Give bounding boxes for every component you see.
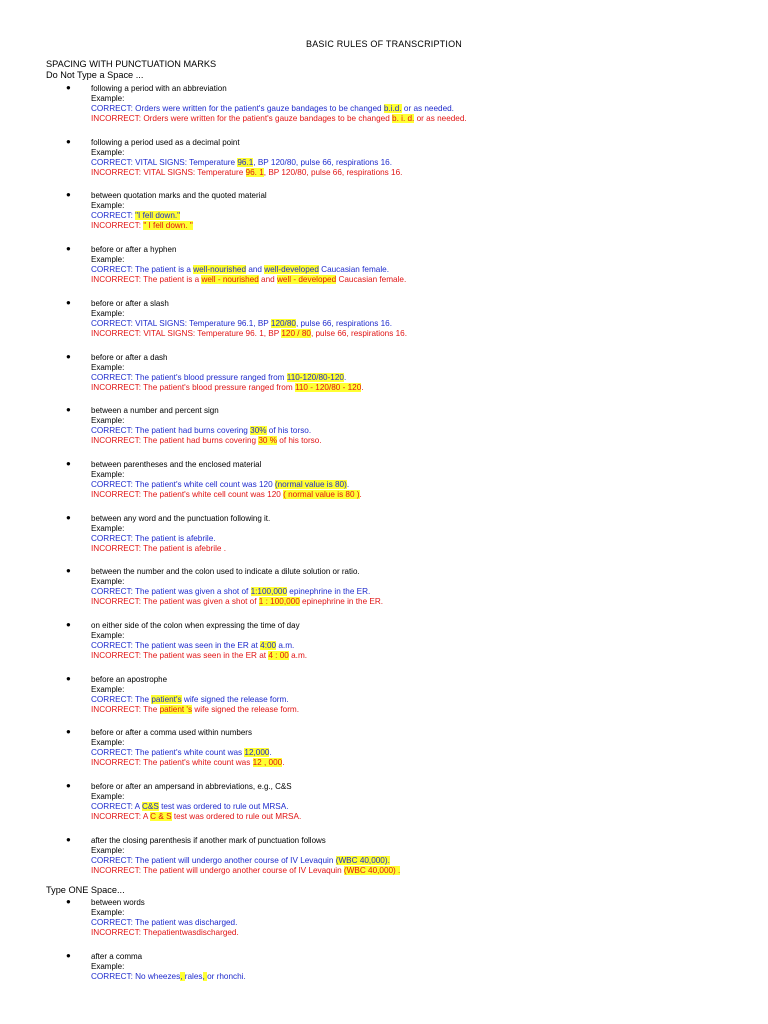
example-text-part: test was ordered to rule out MRSA. <box>171 812 302 822</box>
example-text <box>135 587 370 596</box>
rule-text: between the number and the colon used to indicate a dilute solution or ratio. <box>91 567 360 577</box>
bullet-icon: ● <box>66 297 71 307</box>
example-text <box>143 928 239 937</box>
correct-example <box>91 856 390 865</box>
correct-label: CORRECT: <box>91 694 135 704</box>
example-text-part: No wheezes <box>135 972 181 981</box>
correct-label: CORRECT: <box>91 748 135 758</box>
incorrect-label: INCORRECT: <box>91 704 144 714</box>
example-label: Example: <box>91 308 125 318</box>
incorrect-example <box>91 928 239 937</box>
correct-label: CORRECT: <box>91 157 136 167</box>
example-text-part: The patient's blood pressure ranged from <box>143 382 295 392</box>
example-text-part: The patient was seen in the ER at <box>134 641 261 650</box>
example-text-part: wife signed the release form. <box>181 694 289 704</box>
example-text-part: . <box>282 758 285 768</box>
example-label: Example: <box>91 631 125 640</box>
highlighted-text: well - nourished <box>201 275 259 285</box>
incorrect-example <box>91 490 362 499</box>
rule-text: between a number and percent sign <box>91 406 219 416</box>
correct-example <box>91 211 180 220</box>
example-text-part: . <box>361 382 364 392</box>
correct-example <box>91 480 349 489</box>
rule-text: after the closing parenthesis if another mark of punctuation follows <box>91 835 326 845</box>
example-text-part: of his torso. <box>277 436 322 446</box>
example-text <box>135 802 289 811</box>
highlighted-text: " I fell down. " <box>143 221 193 231</box>
example-text-part: and <box>258 275 277 285</box>
highlighted-text: , <box>202 972 208 981</box>
highlighted-text: 96.1 <box>237 157 254 167</box>
incorrect-label: INCORRECT: <box>91 328 144 338</box>
highlighted-text: 4 : 00 <box>268 651 289 660</box>
incorrect-example <box>91 329 407 338</box>
incorrect-label: INCORRECT: <box>91 114 144 123</box>
rule-text: between parentheses and the enclosed material <box>91 459 262 469</box>
correct-label: CORRECT: <box>91 641 135 650</box>
example-label: Example: <box>91 255 125 265</box>
example-text-part: A <box>142 812 151 822</box>
incorrect-example <box>91 651 307 660</box>
example-text <box>135 534 216 543</box>
rule-text: between words <box>91 898 145 907</box>
example-label: Example: <box>91 577 125 587</box>
correct-example <box>91 373 346 382</box>
incorrect-label: INCORRECT: <box>91 597 144 607</box>
highlighted-text: 120 / 80 <box>281 328 311 338</box>
example-text-part: The patient will undergo another course of IV Levaquin <box>143 865 344 875</box>
correct-label: CORRECT: <box>91 479 135 489</box>
correct-label: CORRECT: <box>91 533 135 543</box>
example-text-part: VITAL SIGNS: Temperature 96.1, BP <box>135 318 271 328</box>
correct-example <box>91 695 289 704</box>
example-text-part: or as needed. <box>414 114 467 123</box>
example-text-part: The patient is afebrile. <box>134 533 216 543</box>
highlighted-text: "I fell down." <box>135 211 181 221</box>
example-text-part: of his torso. <box>266 426 312 436</box>
highlighted-text: 12,000 <box>244 748 270 758</box>
example-text-part: The patient is afebrile . <box>143 543 227 553</box>
rule-text: before or after a slash <box>91 298 169 308</box>
highlighted-text: well-developed <box>264 265 319 275</box>
example-text-part: Caucasian female. <box>318 265 389 275</box>
example-text <box>143 866 400 875</box>
example-text-part: Thepatientwasdischarged. <box>143 928 239 937</box>
example-text <box>135 426 311 435</box>
example-text-part: Orders were written for the patient's gauze bandages to be changed <box>135 104 384 113</box>
example-text-part: VITAL SIGNS: Temperature <box>135 157 238 167</box>
example-text-part: , pulse 66, respirations 16. <box>295 318 392 328</box>
rule-text: following a period used as a decimal point <box>91 137 240 147</box>
correct-example <box>91 748 272 757</box>
bullet-icon: ● <box>66 83 71 92</box>
example-label: Example: <box>91 792 125 802</box>
example-text-part: test was ordered to rule out MRSA. <box>158 802 289 812</box>
example-text <box>135 373 346 382</box>
incorrect-example <box>91 544 226 553</box>
example-text-part: The patient is a <box>134 265 194 275</box>
example-text-part: The patient was given a shot of <box>143 597 259 607</box>
correct-label: CORRECT: <box>91 211 136 221</box>
bullet-icon: ● <box>66 244 71 254</box>
example-text-part: The patient's white count was <box>134 748 245 758</box>
correct-example <box>91 158 392 167</box>
highlighted-text: 1:100,000 <box>250 587 288 597</box>
example-text <box>143 383 363 392</box>
example-label: Example: <box>91 523 125 533</box>
example-text <box>143 490 362 499</box>
incorrect-label: INCORRECT: <box>91 167 144 177</box>
example-text <box>135 480 349 489</box>
example-text-part: The patient's white cell count was 120 <box>143 489 284 499</box>
example-label: Example: <box>91 845 125 855</box>
incorrect-label: INCORRECT: <box>91 865 144 875</box>
correct-example <box>91 265 389 274</box>
example-text-part: Caucasian female. <box>336 275 407 285</box>
bullet-icon: ● <box>66 566 71 576</box>
incorrect-label: INCORRECT: <box>91 275 144 285</box>
example-label: Example: <box>91 738 125 748</box>
example-text-part: , BP 120/80, pulse 66, respirations 16. <box>253 157 392 167</box>
correct-label: CORRECT: <box>91 972 136 981</box>
example-label: Example: <box>91 201 125 211</box>
example-text-part: or as needed. <box>401 104 454 113</box>
example-text-part: . <box>359 489 362 499</box>
correct-example <box>91 918 237 927</box>
example-text-part: epinephrine in the ER. <box>287 587 371 597</box>
rule-text: before an apostrophe <box>91 674 168 684</box>
correct-label: CORRECT: <box>91 104 136 113</box>
bullet-icon: ● <box>66 190 71 200</box>
incorrect-example <box>91 866 400 875</box>
example-text-part: The <box>134 694 152 704</box>
example-text-part: Orders were written for the patient's gauze bandages to be changed <box>143 114 393 123</box>
example-text <box>135 972 246 981</box>
incorrect-label: INCORRECT: <box>91 382 144 392</box>
highlighted-text: (normal value is 80) <box>274 479 347 489</box>
example-label: Example: <box>91 684 125 694</box>
correct-label: CORRECT: <box>91 372 135 382</box>
example-text-part: a.m. <box>276 641 295 650</box>
example-text <box>135 748 272 757</box>
incorrect-label: INCORRECT: <box>91 221 144 231</box>
example-text-part: and <box>246 265 265 275</box>
example-text-part: rales <box>184 972 203 981</box>
example-text-part: The patient was seen in the ER at <box>143 651 269 660</box>
example-text <box>143 114 466 123</box>
bullet-icon: ● <box>66 512 71 522</box>
highlighted-text: patient's <box>151 694 182 704</box>
bullet-icon: ● <box>66 405 71 415</box>
incorrect-example <box>91 812 301 821</box>
bullet-icon: ● <box>66 136 71 146</box>
example-text-part: . <box>343 372 347 382</box>
bullet-icon: ● <box>66 351 71 361</box>
example-text <box>143 329 407 338</box>
example-text-part: , BP 120/80, pulse 66, respirations 16. <box>263 167 403 177</box>
example-text-part: The patient had burns covering <box>143 436 259 446</box>
example-text-part: The patient's white count was <box>143 758 253 768</box>
example-label: Example: <box>91 362 125 372</box>
highlighted-text: (WBC 40,000). <box>335 855 390 865</box>
incorrect-label: INCORRECT: <box>91 758 144 768</box>
highlighted-text: well - developed <box>277 275 337 285</box>
example-text <box>143 758 284 767</box>
section-heading-spacing: SPACING WITH PUNCTUATION MARKS <box>46 59 217 69</box>
example-text-part: a.m. <box>288 651 308 660</box>
correct-example <box>91 319 392 328</box>
example-label: Example: <box>91 908 125 917</box>
highlighted-text: 30% <box>250 426 267 436</box>
incorrect-example <box>91 436 322 445</box>
highlighted-text: 12 , 000 <box>252 758 283 768</box>
correct-label: CORRECT: <box>91 587 135 597</box>
example-text <box>135 856 390 865</box>
rule-text: before or after a hyphen <box>91 245 177 255</box>
example-text-part: The patient's blood pressure ranged from <box>134 372 287 382</box>
section-heading-one-space: Type ONE Space... <box>46 885 125 895</box>
example-text <box>135 319 392 328</box>
highlighted-text: b. i. d. <box>392 114 415 123</box>
correct-example <box>91 587 370 596</box>
rule-text: before or after a dash <box>91 352 168 362</box>
bullet-icon: ● <box>66 951 71 960</box>
incorrect-label: INCORRECT: <box>91 489 144 499</box>
example-text <box>135 211 180 220</box>
example-text <box>135 695 289 704</box>
correct-label: CORRECT: <box>91 855 135 865</box>
incorrect-example <box>91 168 402 177</box>
example-text-part: The patient had burns covering <box>134 426 251 436</box>
correct-label: CORRECT: <box>91 918 135 927</box>
highlighted-text: well-nourished <box>193 265 247 275</box>
highlighted-text: b.i.d. <box>383 104 402 113</box>
example-label: Example: <box>91 469 125 479</box>
incorrect-label: INCORRECT: <box>91 543 144 553</box>
highlighted-text: 120/80 <box>270 318 296 328</box>
highlighted-text: (WBC 40,000) . <box>343 865 401 875</box>
incorrect-label: INCORRECT: <box>91 651 144 660</box>
example-text-part: or rhonchi. <box>207 972 246 981</box>
incorrect-label: INCORRECT: <box>91 436 144 446</box>
rule-text: after a comma <box>91 952 143 961</box>
example-text-part: epinephrine in the ER. <box>299 597 384 607</box>
correct-example <box>91 426 311 435</box>
example-text <box>143 275 406 284</box>
example-text <box>143 651 307 660</box>
incorrect-example <box>91 275 406 284</box>
example-label: Example: <box>91 94 125 103</box>
example-text-part: . <box>346 479 350 489</box>
incorrect-example <box>91 597 383 606</box>
bullet-icon: ● <box>66 620 71 629</box>
example-text <box>135 641 294 650</box>
example-text-part: VITAL SIGNS: Temperature <box>143 167 246 177</box>
rule-text: between quotation marks and the quoted material <box>91 191 267 201</box>
example-label: Example: <box>91 962 125 971</box>
correct-label: CORRECT: <box>91 802 135 812</box>
highlighted-text: , <box>180 972 185 981</box>
highlighted-text: 1 : 100,000 <box>258 597 300 607</box>
correct-example <box>91 802 289 811</box>
example-text <box>135 918 237 927</box>
example-text <box>143 221 193 230</box>
example-label: Example: <box>91 416 125 426</box>
correct-label: CORRECT: <box>91 426 135 436</box>
example-label: Example: <box>91 147 125 157</box>
correct-example <box>91 641 294 650</box>
correct-example <box>91 534 216 543</box>
bullet-icon: ● <box>66 727 71 737</box>
example-text-part: VITAL SIGNS: Temperature 96. 1, BP <box>143 328 282 338</box>
example-text-part: The <box>143 704 160 714</box>
bullet-icon: ● <box>66 897 71 906</box>
highlighted-text: 4:00 <box>260 641 277 650</box>
correct-label: CORRECT: <box>91 265 135 275</box>
highlighted-text: 30 % <box>258 436 277 446</box>
example-text-part: . <box>269 748 272 758</box>
example-text <box>143 436 321 445</box>
section-subheading-no-space: Do Not Type a Space ... <box>46 70 144 80</box>
bullet-icon: ● <box>66 781 71 791</box>
example-text-part: The patient was given a shot of <box>134 587 251 597</box>
highlighted-text: C & S <box>150 812 172 822</box>
example-text-part: The patient's white cell count was 120 <box>134 479 275 489</box>
rule-text: following a period with an abbreviation <box>91 84 227 93</box>
example-text <box>135 104 454 113</box>
highlighted-text: 110 - 120/80 - 120 <box>294 382 362 392</box>
highlighted-text: 96. 1 <box>245 167 264 177</box>
bullet-icon: ● <box>66 458 71 468</box>
highlighted-text: ( normal value is 80 ) <box>283 489 360 499</box>
example-text <box>135 265 389 274</box>
highlighted-text: 110-120/80-120 <box>286 372 344 382</box>
example-text-part: wife signed the release form. <box>192 704 300 714</box>
incorrect-example <box>91 114 467 123</box>
example-text <box>143 544 226 553</box>
bullet-icon: ● <box>66 673 71 683</box>
correct-example <box>91 972 246 981</box>
incorrect-example <box>91 705 299 714</box>
incorrect-example <box>91 758 284 767</box>
example-text-part: A <box>134 802 142 812</box>
example-text <box>143 168 402 177</box>
incorrect-label: INCORRECT: <box>91 928 144 937</box>
rule-text: on either side of the colon when expressing the time of day <box>91 621 300 630</box>
rule-text: between any word and the punctuation following it. <box>91 513 271 523</box>
example-text-part: , pulse 66, respirations 16. <box>310 328 407 338</box>
rule-text: before or after a comma used within numbers <box>91 728 252 738</box>
example-text-part: The patient is a <box>143 275 202 285</box>
example-text <box>143 705 299 714</box>
incorrect-example <box>91 383 364 392</box>
document-title: BASIC RULES OF TRANSCRIPTION <box>306 39 462 49</box>
correct-label: CORRECT: <box>91 318 136 328</box>
correct-example <box>91 104 454 113</box>
example-text-part: The patient will undergo another course of IV Levaquin <box>134 855 336 865</box>
example-text <box>143 812 301 821</box>
bullet-icon: ● <box>66 834 71 844</box>
example-text <box>143 597 383 606</box>
highlighted-text: patient 's <box>159 704 193 714</box>
example-text-part: The patient was discharged. <box>134 918 238 927</box>
highlighted-text: C&S <box>141 802 159 812</box>
incorrect-label: INCORRECT: <box>91 812 143 822</box>
example-text <box>135 158 392 167</box>
rule-text: before or after an ampersand in abbreviations, e.g., C&S <box>91 782 292 792</box>
incorrect-example <box>91 221 193 230</box>
